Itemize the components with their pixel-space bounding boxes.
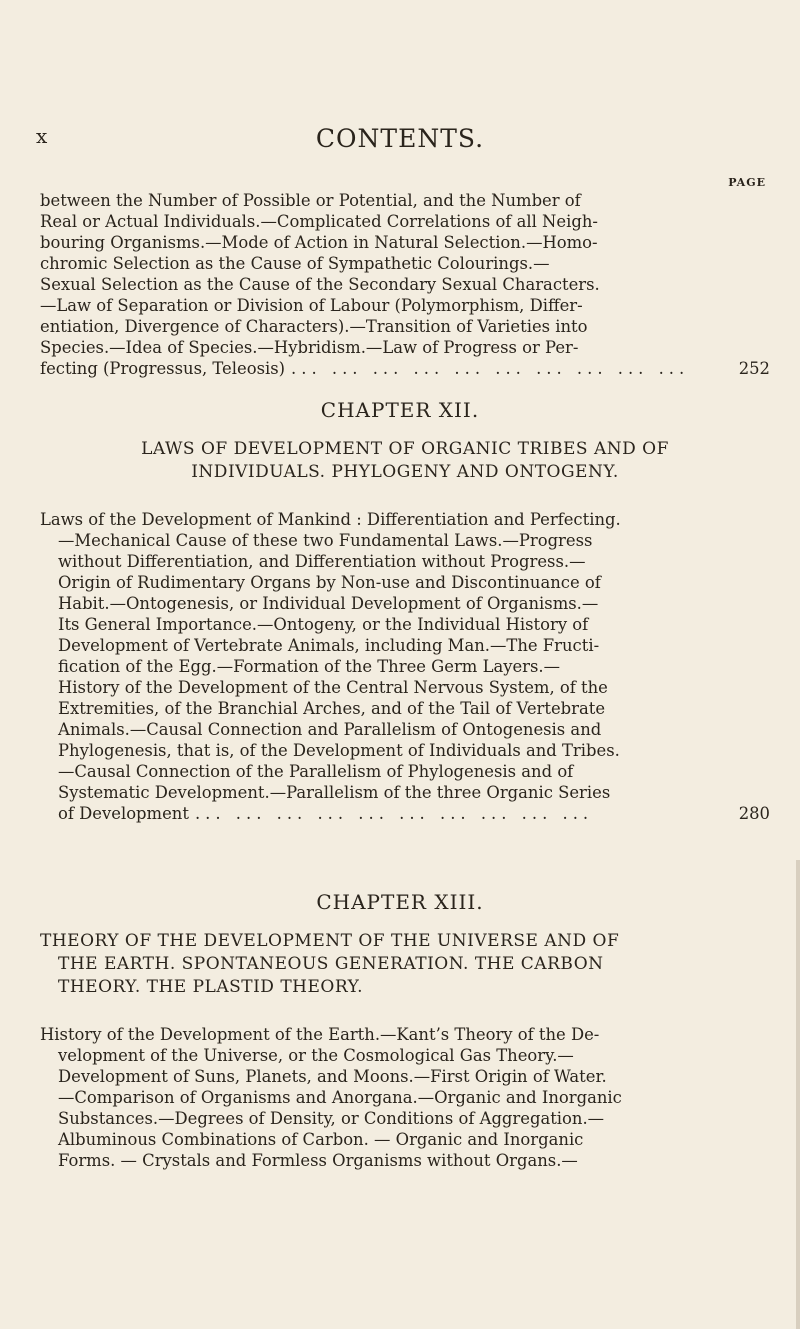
- synopsis-line: Real or Actual Individuals.—Complicated Correlations of all Neigh-: [40, 212, 598, 231]
- synopsis-line: Forms. — Crystals and Formless Organisms without Organs.—: [58, 1151, 578, 1170]
- leader-dots: ... ... ... ... ... ... ... ... ... ...: [194, 804, 594, 823]
- synopsis-line: Extremities, of the Branchial Arches, and of the Tail of Vertebrate: [58, 699, 606, 718]
- chapter-13-title: [40, 930, 770, 999]
- synopsis-line: History of the Development of the Earth.—Kant’s Theory of the De-: [40, 1025, 600, 1044]
- page-reference: 252: [738, 359, 770, 378]
- synopsis-line: Albuminous Combinations of Carbon. — Organic and Inorganic: [58, 1130, 584, 1149]
- chapter-title-line: THE EARTH. SPONTANEOUS GENERATION. THE CARBON: [58, 954, 604, 974]
- synopsis-line: History of the Development of the Central Nervous System, of the: [58, 678, 608, 697]
- chapter-11-synopsis: [40, 190, 770, 379]
- synopsis-last-line: [40, 803, 770, 824]
- chapter-12-heading: CHAPTER XII.: [320, 398, 480, 422]
- synopsis-line: of Development: [58, 804, 189, 823]
- synopsis-line: —Causal Connection of the Parallelism of Phylogenesis and of: [58, 762, 574, 781]
- leader-dots: ... ... ... ... ... ... ... ... ... ...: [291, 359, 690, 378]
- synopsis-line: fication of the Egg.—Formation of the Three Germ Layers.—: [58, 657, 561, 676]
- synopsis-line: Habit.—Ontogenesis, or Individual Development of Organisms.—: [58, 594, 599, 613]
- page-column-label: PAGE: [728, 176, 766, 189]
- chapter-13-heading: CHAPTER XIII.: [316, 890, 484, 914]
- chapter-title-line: LAWS OF DEVELOPMENT OF ORGANIC TRIBES AND OF: [141, 439, 669, 459]
- synopsis-line: Phylogenesis, that is, of the Development of Individuals and Tribes.: [58, 741, 620, 760]
- synopsis-line: fecting (Progressus, Teleosis): [40, 359, 286, 378]
- synopsis-line: Systematic Development.—Parallelism of the three Organic Series: [58, 783, 611, 802]
- synopsis-line: without Differentiation, and Differentiation without Progress.—: [58, 552, 586, 571]
- synopsis-line: Species.—Idea of Species.—Hybridism.—Law of Progress or Per-: [40, 338, 579, 357]
- synopsis-line: —Mechanical Cause of these two Fundamental Laws.—Progress: [58, 531, 593, 550]
- chapter-title-line: THEORY. THE PLASTID THEORY.: [58, 977, 364, 997]
- chapter-title-line: INDIVIDUALS. PHYLOGENY AND ONTOGENY.: [191, 462, 619, 482]
- synopsis-line: —Law of Separation or Division of Labour (Polymorphism, Differ-: [40, 296, 583, 315]
- synopsis-line: Its General Importance.—Ontogeny, or the Individual History of: [58, 615, 589, 634]
- synopsis-line: Sexual Selection as the Cause of the Secondary Sexual Characters.: [40, 275, 600, 294]
- running-title: CONTENTS.: [315, 124, 485, 153]
- page-edge-shadow: [796, 860, 800, 1329]
- page-number-roman: x: [36, 124, 48, 148]
- page-reference: 280: [738, 804, 770, 823]
- synopsis-line: Development of Suns, Planets, and Moons.—First Origin of Water.: [58, 1067, 607, 1086]
- synopsis-last-line: [40, 358, 770, 379]
- chapter-13-synopsis: [40, 1024, 770, 1171]
- synopsis-line: —Comparison of Organisms and Anorgana.—Organic and Inorganic: [58, 1088, 622, 1107]
- synopsis-line: chromic Selection as the Cause of Sympathetic Colourings.—: [40, 254, 550, 273]
- chapter-12-synopsis: [40, 509, 770, 824]
- chapter-title-line: THEORY OF THE DEVELOPMENT OF THE UNIVERSE AND OF: [40, 931, 620, 951]
- synopsis-line: Development of Vertebrate Animals, including Man.—The Fructi-: [58, 636, 600, 655]
- synopsis-line: entiation, Divergence of Characters).—Transition of Varieties into: [40, 317, 588, 336]
- synopsis-line: Substances.—Degrees of Density, or Conditions of Aggregation.—: [58, 1109, 605, 1128]
- synopsis-line: between the Number of Possible or Potential, and the Number of: [40, 191, 581, 210]
- synopsis-line: Origin of Rudimentary Organs by Non-use and Discontinuance of: [58, 573, 601, 592]
- synopsis-line: Animals.—Causal Connection and Parallelism of Ontogenesis and: [58, 720, 602, 739]
- synopsis-line: velopment of the Universe, or the Cosmological Gas Theory.—: [58, 1046, 574, 1065]
- chapter-12-title: [40, 438, 770, 484]
- page-header: [0, 118, 800, 158]
- synopsis-line: Laws of the Development of Mankind : Differentiation and Perfecting.: [40, 510, 621, 529]
- synopsis-line: bouring Organisms.—Mode of Action in Natural Selection.—Homo-: [40, 233, 598, 252]
